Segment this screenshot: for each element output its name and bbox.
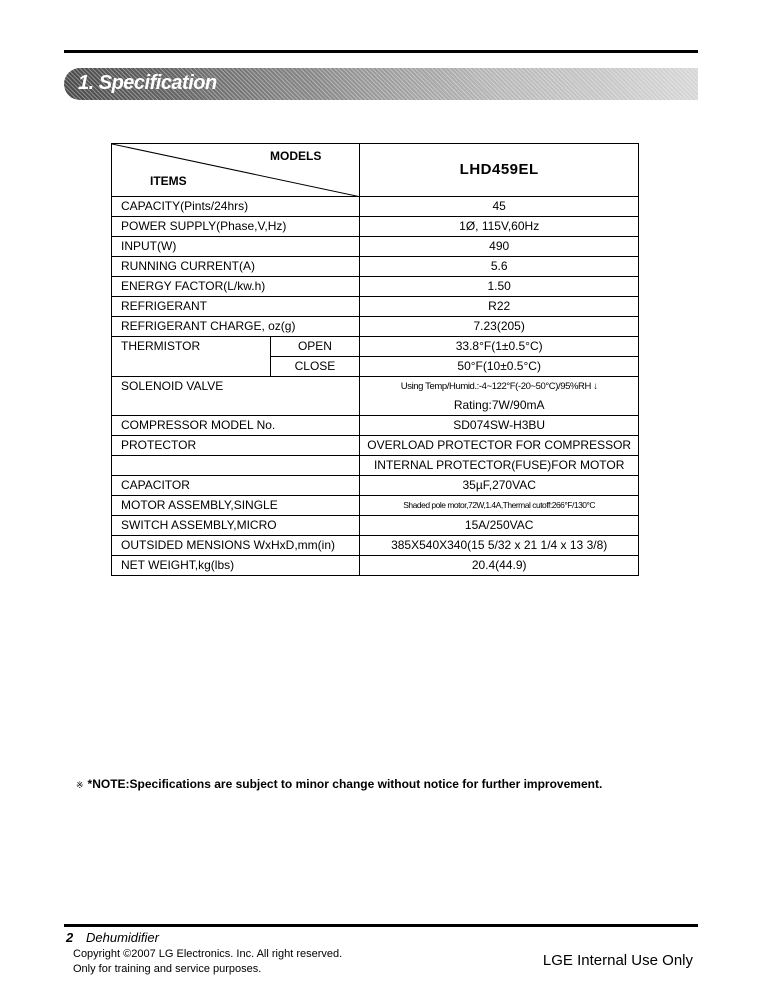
table-row <box>112 337 639 357</box>
page-number: 2 <box>66 930 74 945</box>
row-label: OUTSIDED MENSIONS WxHxD,mm(in) <box>112 536 360 556</box>
row-label: PROTECTOR <box>112 436 360 456</box>
thermistor-open-value: 33.8°F(1±0.5°C) <box>360 337 639 357</box>
row-label: NET WEIGHT,kg(lbs) <box>112 556 360 576</box>
top-rule <box>64 50 698 53</box>
protector-value-2: INTERNAL PROTECTOR(FUSE)FOR MOTOR <box>360 456 639 476</box>
row-label: CAPACITOR <box>112 476 360 496</box>
row-value: 45 <box>360 197 639 217</box>
header-models: MODELS <box>270 149 322 163</box>
table-row <box>112 257 639 277</box>
internal-use-label: LGE Internal Use Only <box>542 952 693 969</box>
row-label: ENERGY FACTOR(L/kw.h) <box>112 277 360 297</box>
row-label: COMPRESSOR MODEL No. <box>112 416 360 436</box>
thermistor-open-label: OPEN <box>270 337 360 357</box>
row-label: SOLENOID VALVE <box>112 377 360 416</box>
table-row <box>112 277 639 297</box>
bottom-rule <box>64 924 698 927</box>
table-row <box>112 317 639 337</box>
row-value: SD074SW-H3BU <box>360 416 639 436</box>
table-row <box>112 297 639 317</box>
row-value: 1.50 <box>360 277 639 297</box>
table-row <box>112 556 639 576</box>
row-value: 15A/250VAC <box>360 516 639 536</box>
header-items: ITEMS <box>150 174 187 188</box>
specification-table <box>111 143 639 576</box>
table-row <box>112 476 639 496</box>
note-mark-icon: ※ <box>76 780 84 790</box>
row-value: R22 <box>360 297 639 317</box>
table-row <box>112 237 639 257</box>
row-label: CAPACITY(Pints/24hrs) <box>112 197 360 217</box>
row-label: THERMISTOR <box>112 337 271 377</box>
protector-value-1: OVERLOAD PROTECTOR FOR COMPRESSOR <box>360 436 639 456</box>
header-corner-cell <box>112 144 360 197</box>
row-label: MOTOR ASSEMBLY,SINGLE <box>112 496 360 516</box>
section-title: 1. Specification <box>78 72 217 94</box>
solenoid-valve-value-cell <box>360 377 639 416</box>
note-text: *NOTE:Specifications are subject to minor change without notice for further improvement. <box>87 777 603 791</box>
table-row <box>112 436 639 456</box>
table-row <box>112 496 639 516</box>
row-label: SWITCH ASSEMBLY,MICRO <box>112 516 360 536</box>
row-label-empty <box>112 456 360 476</box>
document-name: Dehumidifier <box>86 930 159 945</box>
row-label: REFRIGERANT <box>112 297 360 317</box>
table-row <box>112 377 639 416</box>
model-name: LHD459EL <box>459 161 539 178</box>
row-value: Shaded pole motor,72W,1.4A,Thermal cutoff:266°F/130°C <box>360 496 639 516</box>
note <box>76 777 602 791</box>
table-row <box>112 536 639 556</box>
solenoid-valve-rating: Rating:7W/90mA <box>453 398 545 412</box>
row-label: REFRIGERANT CHARGE, oz(g) <box>112 317 360 337</box>
row-value: 35µF,270VAC <box>360 476 639 496</box>
table-row <box>112 456 639 476</box>
table-row <box>112 217 639 237</box>
copyright-line: Copyright ©2007 LG Electronics. Inc. All right reserved. <box>73 948 343 960</box>
row-value: 5.6 <box>360 257 639 277</box>
solenoid-valve-spec: Using Temp/Humid.:-4~122°F(-20~50°C)/95%RH ↓ <box>400 381 598 392</box>
model-name-cell <box>360 144 639 197</box>
row-label: RUNNING CURRENT(A) <box>112 257 360 277</box>
table-row <box>112 416 639 436</box>
table-header-row <box>112 144 639 197</box>
diagonal-divider <box>112 144 360 197</box>
row-label: POWER SUPPLY(Phase,V,Hz) <box>112 217 360 237</box>
section-title-band <box>64 68 698 100</box>
row-value: 20.4(44.9) <box>360 556 639 576</box>
table-row <box>112 197 639 217</box>
row-value: 490 <box>360 237 639 257</box>
thermistor-close-label: CLOSE <box>270 357 360 377</box>
row-label: INPUT(W) <box>112 237 360 257</box>
table-row <box>112 516 639 536</box>
row-value: 7.23(205) <box>360 317 639 337</box>
row-value: 1Ø, 115V,60Hz <box>360 217 639 237</box>
thermistor-close-value: 50°F(10±0.5°C) <box>360 357 639 377</box>
usage-notice: Only for training and service purposes. <box>73 963 262 975</box>
row-value: 385X540X340(15 5/32 x 21 1/4 x 13 3/8) <box>360 536 639 556</box>
